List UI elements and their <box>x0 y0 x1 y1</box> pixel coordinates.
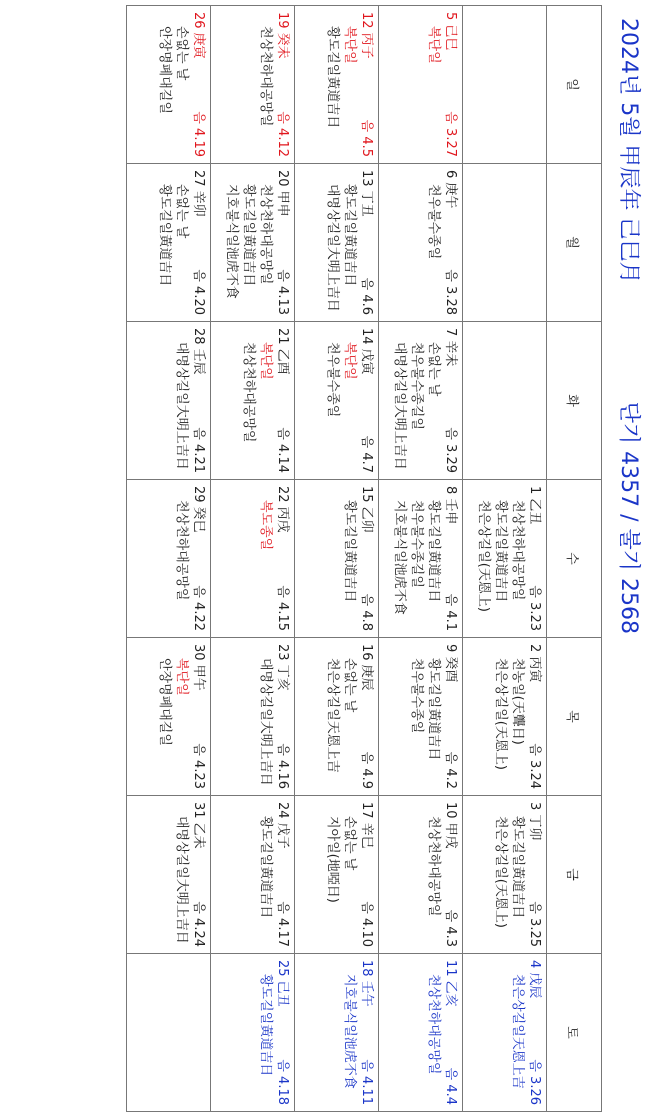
weekday-header: 토 <box>547 954 602 1112</box>
page-title: 2024년 5월 甲辰年 己巳月 <box>616 18 641 284</box>
weekday-header: 화 <box>547 322 602 480</box>
day-note: 황도길일黃道吉日 <box>325 26 340 129</box>
day-header <box>190 322 210 479</box>
day-number: 10 甲戌 <box>443 802 458 849</box>
day-note: 지호불식일池虎不食 <box>392 500 407 615</box>
day-notes <box>257 638 274 795</box>
day-note: 대명상길일大明上吉日 <box>174 342 189 470</box>
day-notes <box>425 796 442 953</box>
day-note: 황도길일黃道吉日 <box>258 816 273 919</box>
empty-day-cell <box>463 322 547 480</box>
day-cell <box>379 164 463 322</box>
day-notes <box>509 954 526 1111</box>
day-number: 12 丙子 <box>359 12 374 59</box>
lunar-date: 음 3.27 <box>443 111 458 157</box>
day-cell <box>211 954 295 1112</box>
day-header <box>358 480 378 637</box>
lunar-date: 음 4.15 <box>275 585 290 631</box>
day-number: 25 己丑 <box>275 960 290 1007</box>
day-notes <box>341 954 358 1111</box>
day-notes <box>324 6 358 163</box>
day-number: 13 丁丑 <box>359 170 374 217</box>
day-notes <box>492 638 526 795</box>
day-notes <box>324 796 358 953</box>
day-notes <box>173 796 190 953</box>
lunar-date: 음 3.26 <box>527 1059 542 1105</box>
weekday-header: 월 <box>547 164 602 322</box>
calendar-header <box>602 0 654 1120</box>
day-note: 대명상길일大明上吉日 <box>392 342 407 470</box>
day-note: 대명상길일大明上吉日 <box>174 816 189 944</box>
lunar-date: 음 4.23 <box>191 743 206 789</box>
lunar-date: 음 3.29 <box>443 427 458 473</box>
lunar-date: 음 4.4 <box>443 1067 458 1105</box>
day-note: 안장명폐대길일 <box>157 26 172 114</box>
day-note: 천우불수종길일 <box>409 342 424 430</box>
day-notes <box>408 638 442 795</box>
day-cell <box>295 480 379 638</box>
day-header <box>442 638 462 795</box>
day-number: 23 丁亥 <box>275 644 290 691</box>
day-header <box>274 954 294 1111</box>
day-header <box>274 480 294 637</box>
day-number: 21 乙酉 <box>275 328 290 375</box>
day-note: 지아일(地啞日) <box>325 816 340 903</box>
day-note: 천우불수종길일 <box>409 500 424 588</box>
day-cell <box>127 6 211 164</box>
day-note: 손없는 날 <box>174 184 189 239</box>
day-notes <box>391 480 442 637</box>
day-header <box>442 796 462 953</box>
day-number: 22 丙戌 <box>275 486 290 533</box>
lunar-date: 음 4.22 <box>191 585 206 631</box>
lunar-date: 음 4.13 <box>275 269 290 315</box>
empty-day-cell <box>463 6 547 164</box>
day-number: 11 乙亥 <box>443 960 458 1007</box>
day-number: 5 己巳 <box>443 12 458 51</box>
day-note: 천상천하대공망일 <box>426 816 441 917</box>
day-note: 천농일(天聾日) <box>510 658 525 745</box>
era-years: 단기 4357 / 불기 2568 <box>616 401 641 634</box>
day-note: 황도길일黃道吉日 <box>493 500 508 603</box>
day-cell <box>127 796 211 954</box>
day-note: 황도길일黃道吉日 <box>342 500 357 603</box>
day-note: 대명상길일大明上吉日 <box>325 184 340 312</box>
lunar-date: 음 4.21 <box>191 427 206 473</box>
weekday-header: 수 <box>547 480 602 638</box>
lunar-date: 음 4.17 <box>275 901 290 947</box>
lunar-date: 음 4.14 <box>275 427 290 473</box>
day-cell <box>379 638 463 796</box>
lunar-date: 음 4.2 <box>443 751 458 789</box>
day-notes <box>324 638 358 795</box>
day-note: 천상천하대공망일 <box>510 500 525 601</box>
day-header <box>442 954 462 1111</box>
day-number: 3 丁卯 <box>527 802 542 841</box>
day-notes <box>156 6 190 163</box>
day-number: 9 癸酉 <box>443 644 458 683</box>
empty-day-cell <box>463 164 547 322</box>
day-notes <box>257 954 274 1111</box>
day-number: 30 甲午 <box>191 644 206 691</box>
day-note: 천은상길일(天恩上) <box>493 816 508 928</box>
day-note: 복단일 <box>342 26 357 64</box>
day-cell <box>463 796 547 954</box>
day-notes <box>257 6 274 163</box>
day-note: 황도길일黃道吉日 <box>342 184 357 287</box>
day-cell <box>463 638 547 796</box>
day-note: 황도길일黃道吉日 <box>510 816 525 919</box>
day-cell <box>211 322 295 480</box>
day-cell <box>211 6 295 164</box>
day-number: 26 庚寅 <box>191 12 206 59</box>
day-note: 천은상길일天恩上吉 <box>325 658 340 773</box>
day-cell <box>379 796 463 954</box>
lunar-date: 음 4.12 <box>275 111 290 157</box>
lunar-date: 음 4.10 <box>359 901 374 947</box>
lunar-date: 음 4.19 <box>191 111 206 157</box>
day-notes <box>223 164 274 321</box>
weekday-header: 목 <box>547 638 602 796</box>
day-number: 24 戊子 <box>275 802 290 849</box>
lunar-date: 음 4.9 <box>359 751 374 789</box>
empty-day-cell <box>127 954 211 1112</box>
day-header <box>358 164 378 321</box>
day-number: 29 癸巳 <box>191 486 206 533</box>
day-notes <box>341 480 358 637</box>
day-notes <box>324 322 358 479</box>
day-note: 천상천하대공망일 <box>174 500 189 601</box>
lunar-date: 음 3.24 <box>527 743 542 789</box>
day-header <box>274 796 294 953</box>
day-header <box>526 638 546 795</box>
day-note: 손없는 날 <box>174 26 189 81</box>
weekday-header-row <box>547 6 602 1112</box>
lunar-date: 음 4.7 <box>359 435 374 473</box>
day-number: 16 庚辰 <box>359 644 374 691</box>
day-note: 천은상길일(天恩上) <box>476 500 491 612</box>
day-cell <box>295 164 379 322</box>
day-note: 황도길일黃道吉日 <box>258 974 273 1077</box>
day-note: 복도종일 <box>258 500 273 551</box>
day-notes <box>492 796 526 953</box>
day-cell <box>211 164 295 322</box>
day-header <box>190 6 210 163</box>
day-notes <box>425 6 442 163</box>
day-cell <box>211 480 295 638</box>
lunar-date: 음 4.11 <box>359 1059 374 1105</box>
day-header <box>358 322 378 479</box>
day-header <box>190 164 210 321</box>
day-notes <box>425 954 442 1111</box>
day-note: 손없는 날 <box>342 816 357 871</box>
day-note: 천상천하대공망일 <box>258 26 273 127</box>
day-note: 황도길일黃道吉日 <box>157 184 172 287</box>
day-number: 31 乙未 <box>191 802 206 849</box>
lunar-date: 음 4.20 <box>191 269 206 315</box>
day-number: 1 乙丑 <box>527 486 542 525</box>
weekday-header: 금 <box>547 796 602 954</box>
day-header <box>274 638 294 795</box>
day-cell <box>379 480 463 638</box>
calendar-week-row <box>463 6 547 1112</box>
day-cell <box>379 954 463 1112</box>
day-notes <box>257 796 274 953</box>
day-note: 안장명폐대길일 <box>157 658 172 746</box>
day-note: 황도길일黃道吉日 <box>426 658 441 761</box>
lunar-date: 음 4.6 <box>359 277 374 315</box>
lunar-date: 음 4.16 <box>275 743 290 789</box>
lunar-date: 음 4.8 <box>359 593 374 631</box>
day-header <box>190 480 210 637</box>
day-number: 28 壬辰 <box>191 328 206 375</box>
day-number: 7 辛未 <box>443 328 458 367</box>
day-header <box>526 796 546 953</box>
calendar-week-row <box>127 6 211 1112</box>
day-number: 19 癸未 <box>275 12 290 59</box>
day-note: 손없는 날 <box>426 342 441 397</box>
lunar-date: 음 4.5 <box>359 119 374 157</box>
day-notes <box>240 322 274 479</box>
day-number: 8 壬申 <box>443 486 458 525</box>
calendar-week-row <box>211 6 295 1112</box>
day-notes <box>156 164 190 321</box>
day-number: 14 戊寅 <box>359 328 374 375</box>
day-number: 17 辛巳 <box>359 802 374 849</box>
day-cell <box>127 322 211 480</box>
day-header <box>358 638 378 795</box>
lunar-date: 음 4.24 <box>191 901 206 947</box>
day-note: 천상천하대공망일 <box>258 184 273 285</box>
day-number: 27 辛卯 <box>191 170 206 217</box>
day-number: 18 壬午 <box>359 960 374 1007</box>
day-number: 20 甲申 <box>275 170 290 217</box>
day-cell <box>211 796 295 954</box>
day-notes <box>391 322 442 479</box>
day-header <box>190 638 210 795</box>
day-notes <box>257 480 274 637</box>
day-note: 대명상길일大明上吉日 <box>258 658 273 786</box>
calendar-week-row <box>295 6 379 1112</box>
day-header <box>526 480 546 637</box>
lunar-date: 음 4.18 <box>275 1059 290 1105</box>
day-number: 15 乙卯 <box>359 486 374 533</box>
day-notes <box>324 164 358 321</box>
day-cell <box>295 638 379 796</box>
day-number: 4 戊辰 <box>527 960 542 999</box>
lunar-date: 음 3.25 <box>527 901 542 947</box>
day-number: 2 丙寅 <box>527 644 542 683</box>
lunar-date: 음 3.23 <box>527 585 542 631</box>
day-notes <box>156 638 190 795</box>
day-cell <box>127 638 211 796</box>
day-cell <box>211 638 295 796</box>
month-calendar-grid <box>126 5 602 1112</box>
day-note: 황도길일黃道吉日 <box>241 184 256 287</box>
day-note: 손없는 날 <box>342 658 357 713</box>
day-number: 6 庚午 <box>443 170 458 209</box>
day-notes <box>425 164 442 321</box>
day-header <box>274 322 294 479</box>
lunar-date: 음 4.3 <box>443 909 458 947</box>
day-header <box>442 322 462 479</box>
day-cell <box>463 954 547 1112</box>
day-cell <box>295 796 379 954</box>
day-note: 복단일 <box>174 658 189 696</box>
weekday-header: 일 <box>547 6 602 164</box>
day-cell <box>379 322 463 480</box>
day-note: 지호불식일池虎不食 <box>224 184 239 299</box>
day-note: 복단일 <box>258 342 273 380</box>
day-header <box>274 164 294 321</box>
day-notes <box>173 480 190 637</box>
day-cell <box>295 954 379 1112</box>
day-cell <box>379 6 463 164</box>
day-cell <box>295 6 379 164</box>
day-header <box>190 796 210 953</box>
lunar-date: 음 4.1 <box>443 593 458 631</box>
day-cell <box>295 322 379 480</box>
day-note: 복단일 <box>426 26 441 64</box>
day-note: 천은상길일(天恩上) <box>493 658 508 770</box>
day-note: 천우불수종일 <box>325 342 340 418</box>
day-notes <box>475 480 526 637</box>
day-notes <box>173 322 190 479</box>
lunar-date: 음 3.28 <box>443 269 458 315</box>
day-cell <box>127 480 211 638</box>
day-cell <box>463 480 547 638</box>
day-note: 황도길일黃道吉日 <box>426 500 441 603</box>
day-note: 복단일 <box>342 342 357 380</box>
day-header <box>442 480 462 637</box>
day-header <box>358 6 378 163</box>
day-note: 지호불식일池虎不食 <box>342 974 357 1089</box>
day-note: 천은상길일天恩上吉 <box>510 974 525 1089</box>
day-note: 천상천하대공망일 <box>241 342 256 443</box>
day-header <box>358 796 378 953</box>
day-header <box>442 164 462 321</box>
day-cell <box>127 164 211 322</box>
day-header <box>526 954 546 1111</box>
day-header <box>442 6 462 163</box>
day-note: 천상천하대공망일 <box>426 974 441 1075</box>
day-header <box>358 954 378 1111</box>
day-note: 천우불수종일 <box>409 658 424 734</box>
day-note: 천우불수종일 <box>426 184 441 260</box>
calendar-week-row <box>379 6 463 1112</box>
day-header <box>274 6 294 163</box>
